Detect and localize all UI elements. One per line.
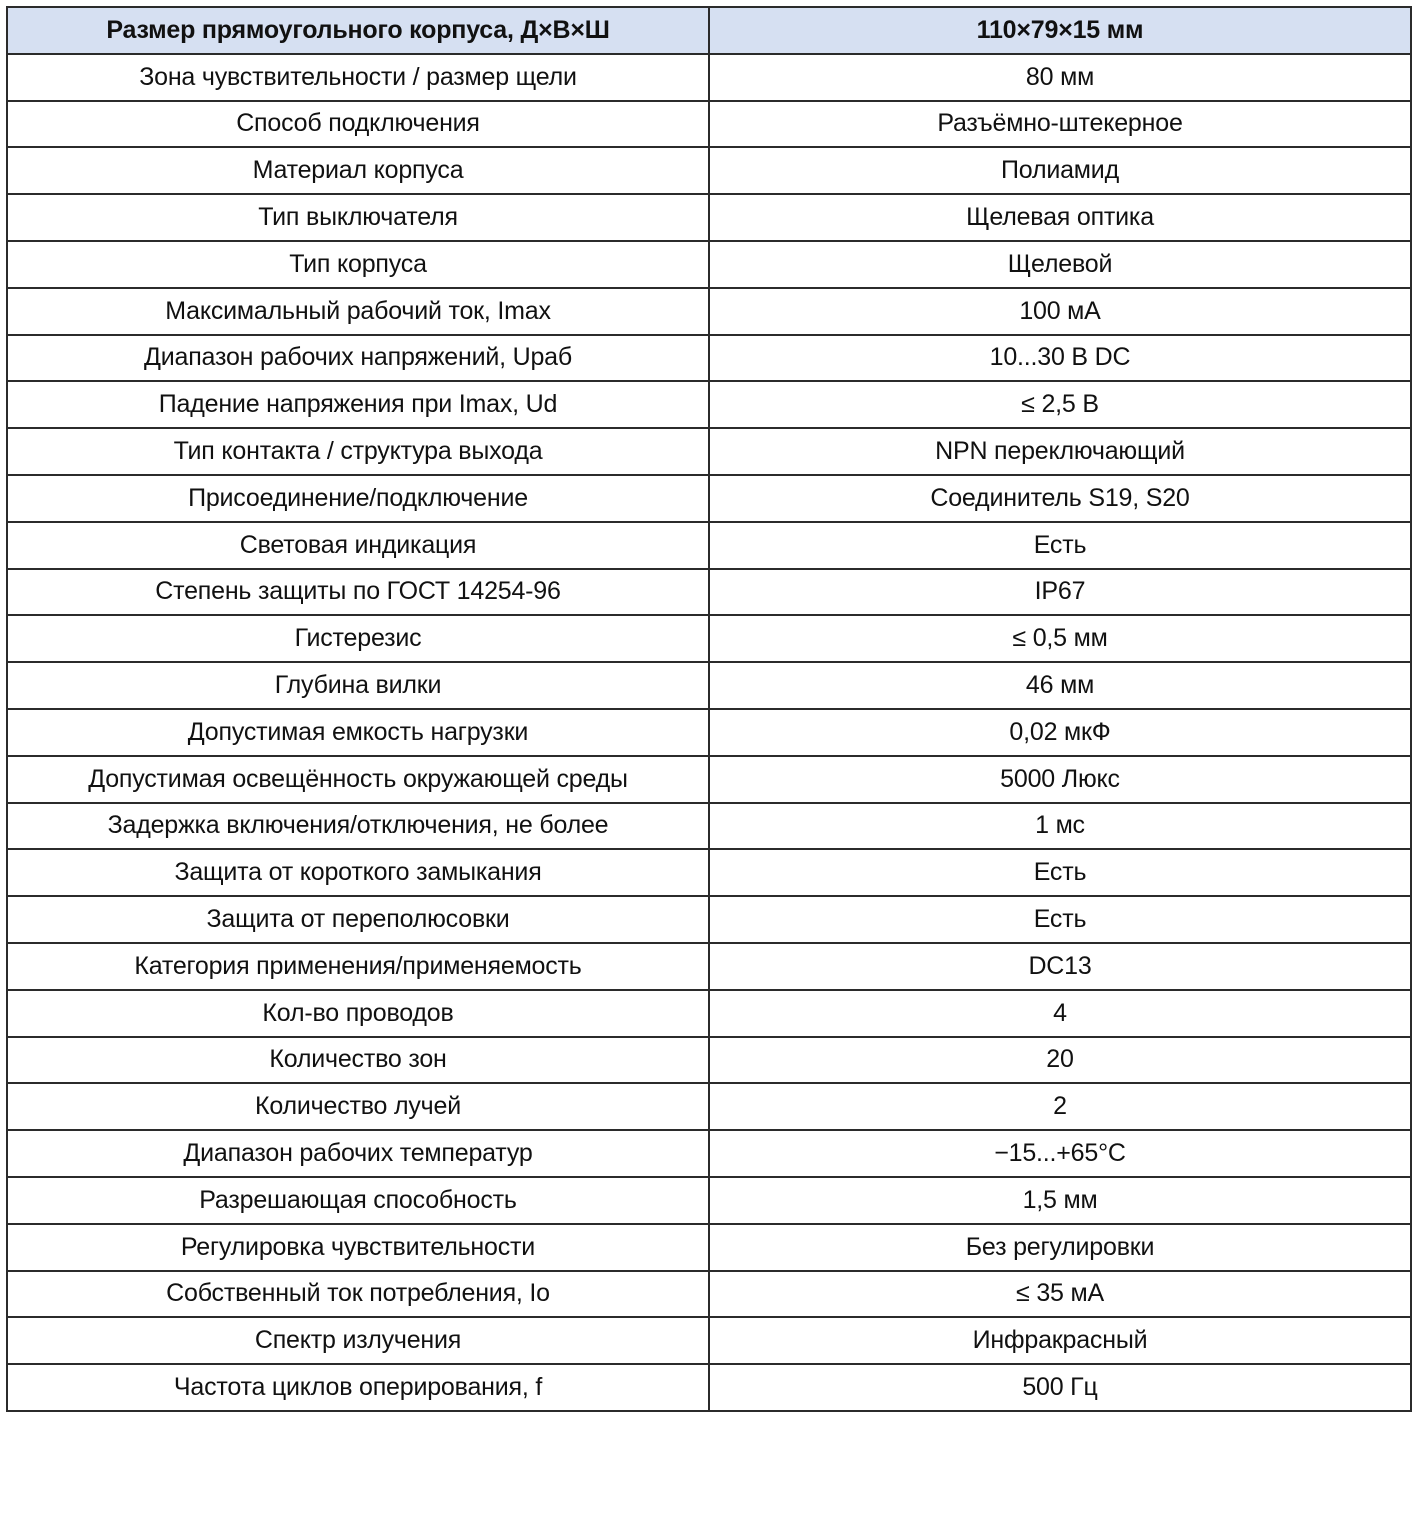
value-cell: Щелевая оптика: [709, 194, 1411, 241]
value-cell: 1 мс: [709, 803, 1411, 850]
table-row: [7, 896, 1411, 943]
value-cell: 100 мА: [709, 288, 1411, 335]
value-cell: Есть: [709, 849, 1411, 896]
param-cell: Собственный ток потребления, Io: [7, 1271, 709, 1318]
value-cell: 1,5 мм: [709, 1177, 1411, 1224]
param-cell: Частота циклов оперирования, f: [7, 1364, 709, 1411]
value-cell: Полиамид: [709, 147, 1411, 194]
value-cell: 2: [709, 1083, 1411, 1130]
param-cell: Максимальный рабочий ток, Imax: [7, 288, 709, 335]
table-row: [7, 475, 1411, 522]
value-cell: NPN переключающий: [709, 428, 1411, 475]
param-cell: Количество зон: [7, 1037, 709, 1084]
value-cell: Есть: [709, 896, 1411, 943]
param-cell: Гистерезис: [7, 615, 709, 662]
table-row: [7, 241, 1411, 288]
table-row: [7, 1130, 1411, 1177]
param-cell: Диапазон рабочих температур: [7, 1130, 709, 1177]
table-row: [7, 709, 1411, 756]
table-row: [7, 1037, 1411, 1084]
table-row: [7, 1364, 1411, 1411]
value-cell: Без регулировки: [709, 1224, 1411, 1271]
param-cell: Количество лучей: [7, 1083, 709, 1130]
param-cell: Способ подключения: [7, 101, 709, 148]
table-row: [7, 428, 1411, 475]
param-cell: Падение напряжения при Imax, Ud: [7, 381, 709, 428]
param-cell: Глубина вилки: [7, 662, 709, 709]
value-cell: 500 Гц: [709, 1364, 1411, 1411]
param-cell: Зона чувствительности / размер щели: [7, 54, 709, 101]
value-cell: −15...+65°C: [709, 1130, 1411, 1177]
param-cell: Защита от короткого замыкания: [7, 849, 709, 896]
value-cell: ≤ 2,5 В: [709, 381, 1411, 428]
table-row: [7, 803, 1411, 850]
table-row: [7, 194, 1411, 241]
table-header-row: [7, 7, 1411, 54]
table-row: [7, 1317, 1411, 1364]
param-cell: Спектр излучения: [7, 1317, 709, 1364]
table-row: [7, 662, 1411, 709]
table-row: [7, 849, 1411, 896]
value-cell: Соединитель S19, S20: [709, 475, 1411, 522]
table-row: [7, 101, 1411, 148]
table-row: [7, 381, 1411, 428]
value-cell: Есть: [709, 522, 1411, 569]
header-value-cell: 110×79×15 мм: [709, 7, 1411, 54]
value-cell: IP67: [709, 569, 1411, 616]
param-cell: Регулировка чувствительности: [7, 1224, 709, 1271]
param-cell: Категория применения/применяемость: [7, 943, 709, 990]
table-row: [7, 1224, 1411, 1271]
value-cell: ≤ 35 мА: [709, 1271, 1411, 1318]
table-row: [7, 54, 1411, 101]
table-row: [7, 756, 1411, 803]
table-row: [7, 1271, 1411, 1318]
value-cell: DC13: [709, 943, 1411, 990]
value-cell: 80 мм: [709, 54, 1411, 101]
param-cell: Разрешающая способность: [7, 1177, 709, 1224]
param-cell: Диапазон рабочих напряжений, Uраб: [7, 335, 709, 382]
param-cell: Защита от переполюсовки: [7, 896, 709, 943]
value-cell: Разъёмно-штекерное: [709, 101, 1411, 148]
value-cell: 4: [709, 990, 1411, 1037]
value-cell: 46 мм: [709, 662, 1411, 709]
param-cell: Тип контакта / структура выхода: [7, 428, 709, 475]
table-row: [7, 1177, 1411, 1224]
value-cell: 0,02 мкФ: [709, 709, 1411, 756]
table-row: [7, 569, 1411, 616]
table-row: [7, 288, 1411, 335]
header-param-cell: Размер прямоугольного корпуса, Д×В×Ш: [7, 7, 709, 54]
param-cell: Задержка включения/отключения, не более: [7, 803, 709, 850]
table-row: [7, 943, 1411, 990]
spec-table-body: [7, 54, 1411, 1411]
param-cell: Допустимая емкость нагрузки: [7, 709, 709, 756]
spec-table: [6, 6, 1412, 1412]
value-cell: ≤ 0,5 мм: [709, 615, 1411, 662]
value-cell: 5000 Люкс: [709, 756, 1411, 803]
value-cell: Щелевой: [709, 241, 1411, 288]
param-cell: Степень защиты по ГОСТ 14254-96: [7, 569, 709, 616]
param-cell: Допустимая освещённость окружающей среды: [7, 756, 709, 803]
table-row: [7, 990, 1411, 1037]
param-cell: Тип корпуса: [7, 241, 709, 288]
table-row: [7, 335, 1411, 382]
param-cell: Присоединение/подключение: [7, 475, 709, 522]
param-cell: Материал корпуса: [7, 147, 709, 194]
table-row: [7, 615, 1411, 662]
value-cell: 20: [709, 1037, 1411, 1084]
table-row: [7, 1083, 1411, 1130]
table-row: [7, 147, 1411, 194]
param-cell: Тип выключателя: [7, 194, 709, 241]
table-row: [7, 522, 1411, 569]
param-cell: Кол-во проводов: [7, 990, 709, 1037]
value-cell: Инфракрасный: [709, 1317, 1411, 1364]
value-cell: 10...30 В DC: [709, 335, 1411, 382]
param-cell: Световая индикация: [7, 522, 709, 569]
